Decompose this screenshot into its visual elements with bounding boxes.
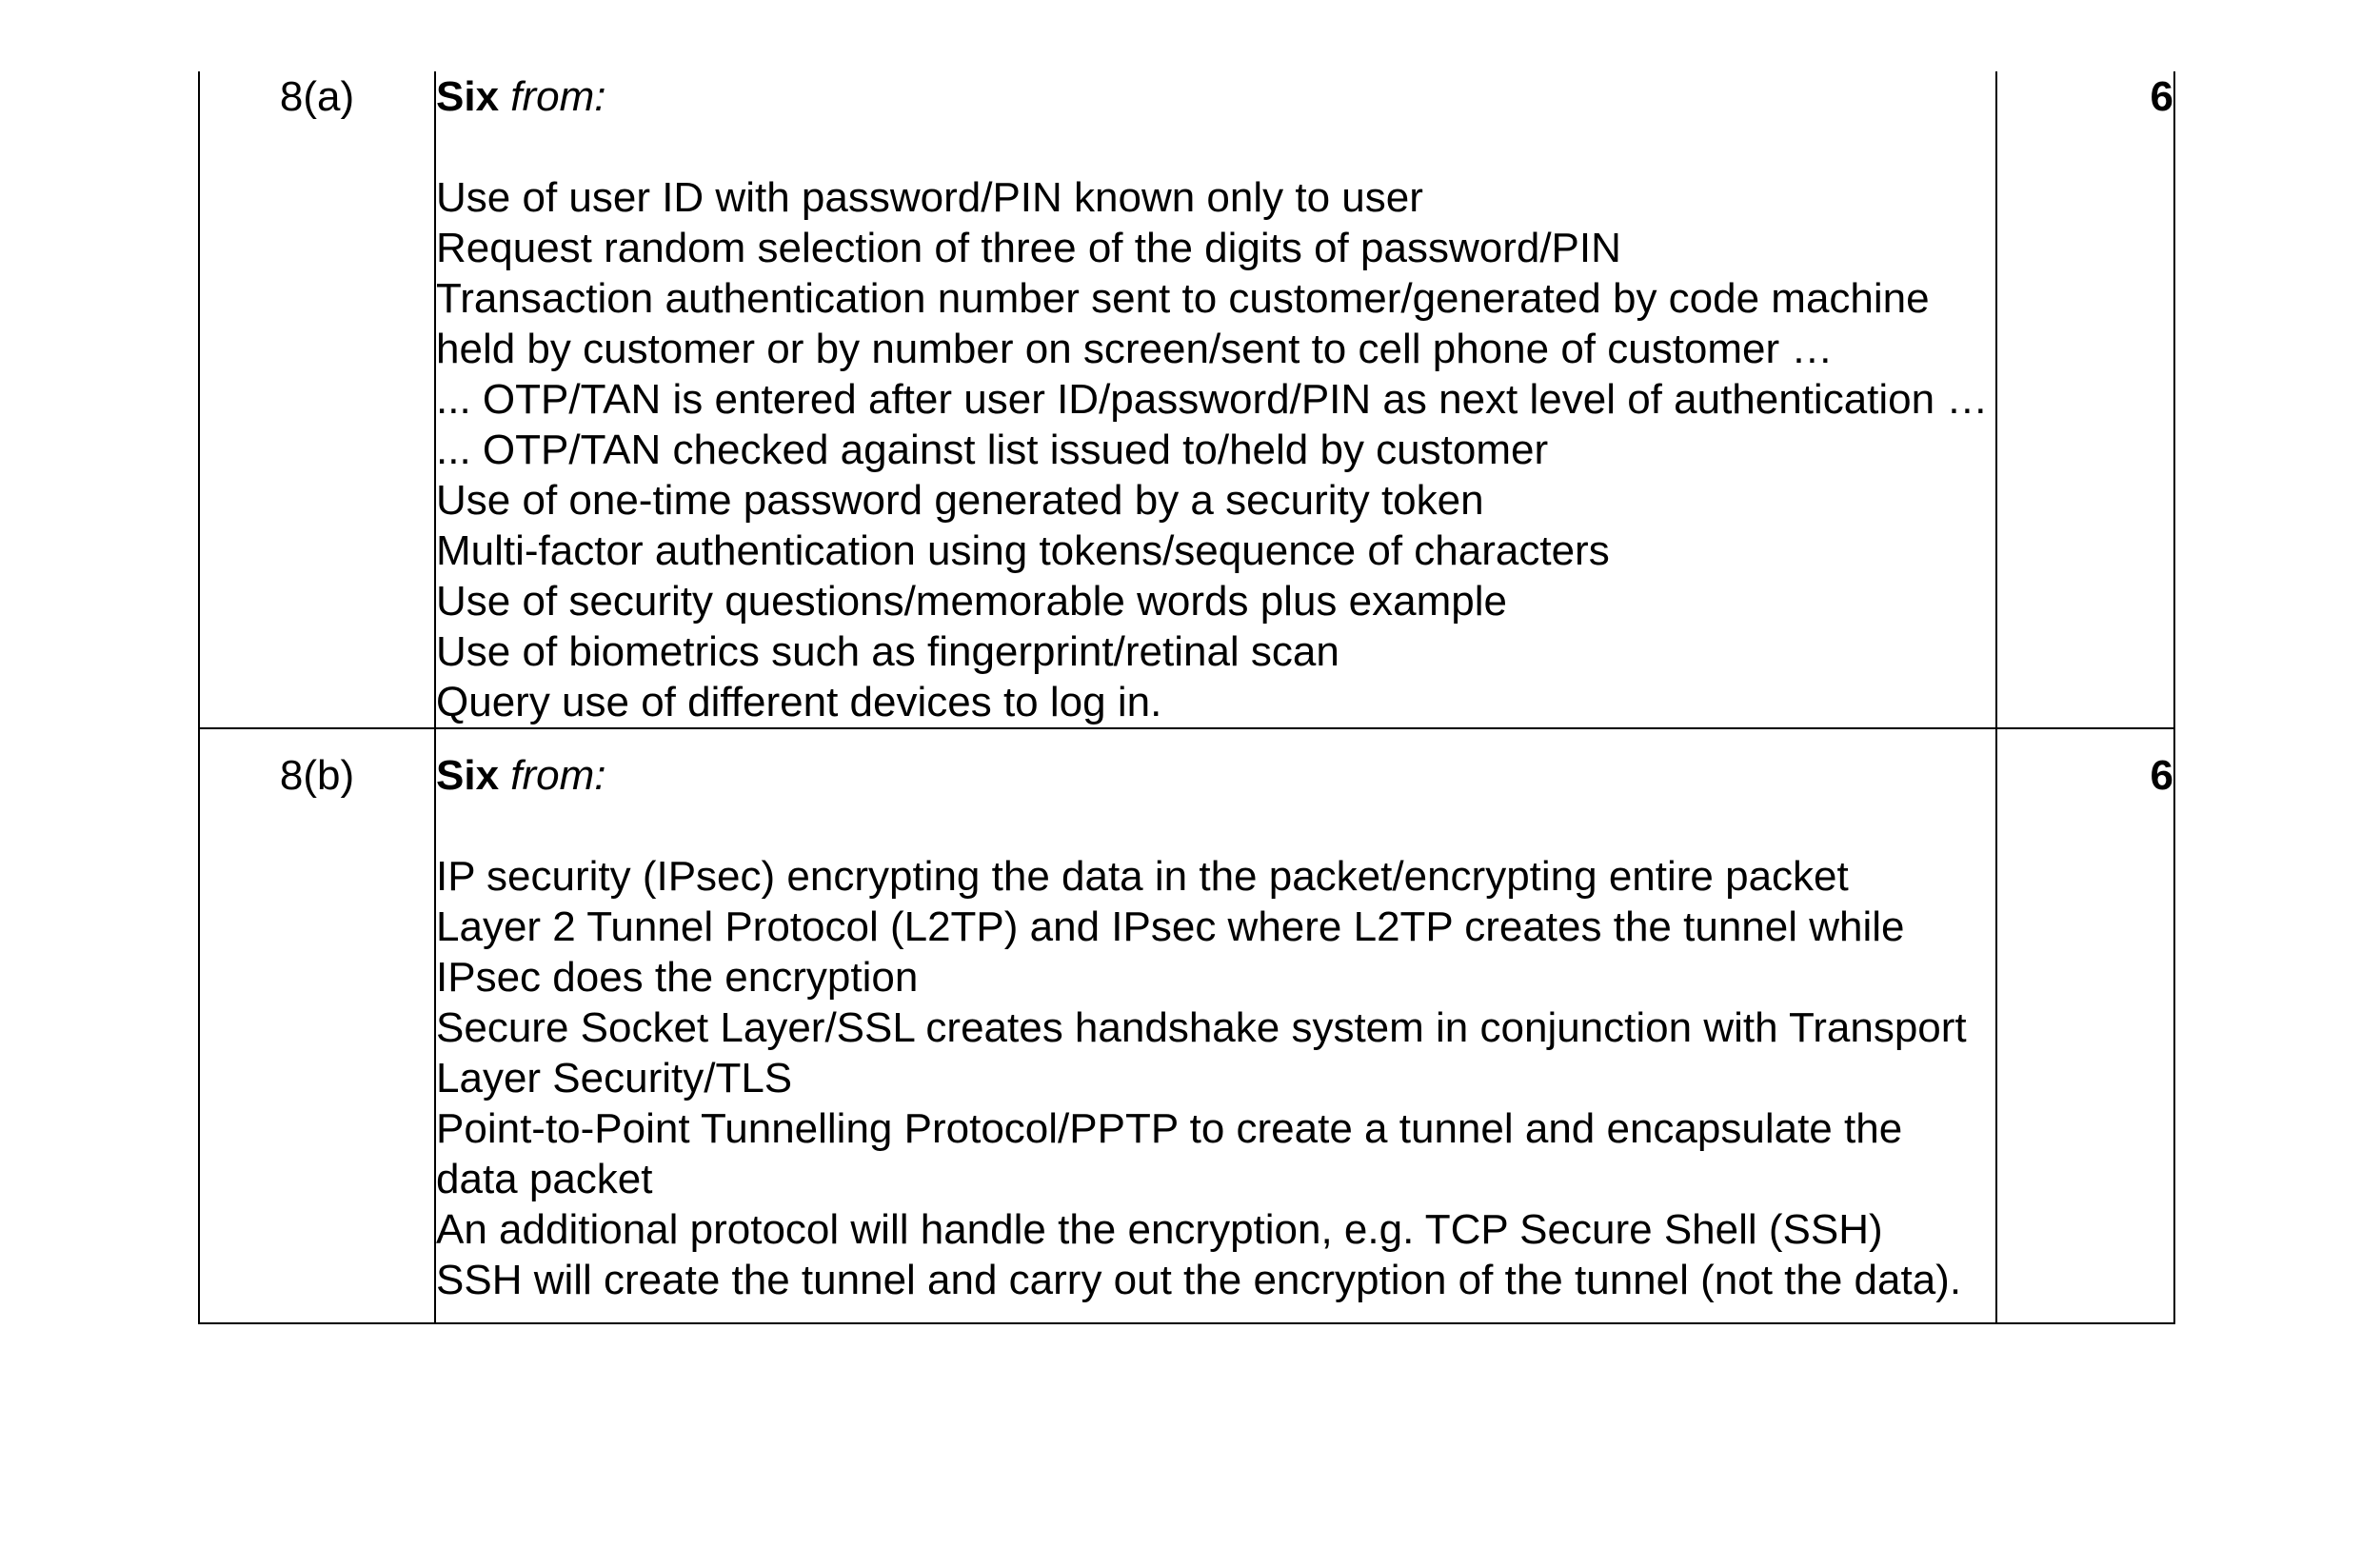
answer-intro	[436, 71, 1995, 122]
answer-point: ... OTP/TAN is entered after user ID/password/PIN as next level of authentication …	[436, 376, 1989, 423]
intro-from: from:	[510, 73, 606, 120]
answer-point: Use of security questions/memorable words plus example	[436, 578, 1507, 625]
mark-scheme-table	[198, 71, 2175, 1324]
answer-point: Request random selection of three of the digits of password/PIN	[436, 225, 1621, 271]
intro-count: Six	[436, 73, 500, 120]
answer-cell	[435, 728, 1996, 1323]
answer-point: Transaction authentication number sent to customer/generated by code machine held by customer or by number on screen/sent to cell phone of customer …	[436, 275, 1930, 372]
answer-intro	[436, 750, 1995, 801]
marks-value: 6	[1996, 71, 2174, 728]
answer-point: Use of biometrics such as fingerprint/retinal scan	[436, 628, 1339, 675]
answer-point: Use of one-time password generated by a security token	[436, 477, 1484, 524]
answer-point: Use of user ID with password/PIN known only to user	[436, 174, 1423, 221]
answer-point: IP security (IPsec) encrypting the data in the packet/encrypting entire packet	[436, 853, 1849, 900]
answer-point: Layer 2 Tunnel Protocol (L2TP) and IPsec where L2TP creates the tunnel while IPsec does the encryption	[436, 903, 1905, 1001]
question-number: 8(b)	[199, 728, 435, 1323]
answer-point: Secure Socket Layer/SSL creates handshake system in conjunction with Transport Layer Security/TLS	[436, 1004, 1967, 1102]
question-number: 8(a)	[199, 71, 435, 728]
marks-value: 6	[1996, 728, 2174, 1323]
table-row-8b	[199, 728, 2174, 1323]
answer-point: An additional protocol will handle the encryption, e.g. TCP Secure Shell (SSH)	[436, 1206, 1883, 1253]
answer-point: Query use of different devices to log in.	[436, 679, 1162, 725]
answer-point: ... OTP/TAN checked against list issued to/held by customer	[436, 427, 1549, 473]
intro-from: from:	[510, 752, 606, 799]
answer-cell	[435, 71, 1996, 728]
answer-point: Point-to-Point Tunnelling Protocol/PPTP to create a tunnel and encapsulate the data packet	[436, 1105, 1903, 1202]
intro-count: Six	[436, 752, 500, 799]
answer-point: SSH will create the tunnel and carry out the encryption of the tunnel (not the data).	[436, 1257, 1962, 1303]
answer-point: Multi-factor authentication using tokens/sequence of characters	[436, 527, 1610, 574]
table-row-8a	[199, 71, 2174, 728]
